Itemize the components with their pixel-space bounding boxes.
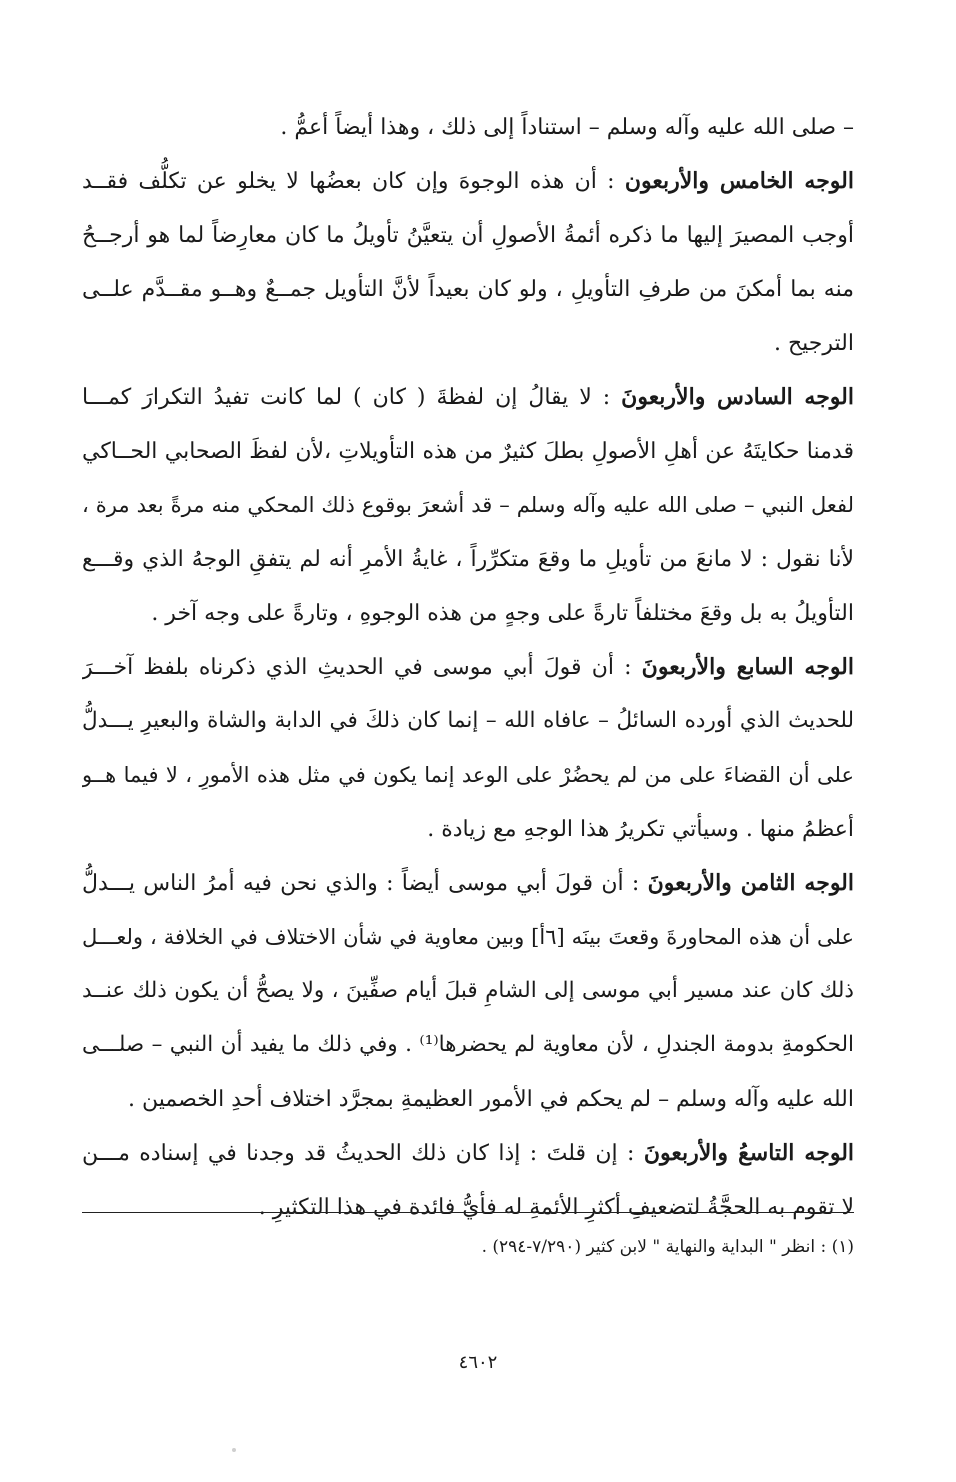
text-line [82,586,854,640]
line-text: على أن هذه المحاورةَ وقعتَ بينَه [٦أ] وبين معاوية في شأن الاختلاف في الخلافة ، ولعـــل [82,925,854,949]
line-text: أعظمُ منها . وسيأتي تكريرُ هذا الوجهِ مع زيادة . [427,817,854,842]
text-line [82,964,854,1018]
text-line [82,1018,854,1072]
text-line [82,208,854,262]
text-line [82,1126,854,1180]
page-number: ٤٦٠٢ [458,1352,498,1373]
scan-speck [232,1448,236,1452]
line-text: قدمنا حكايتَهُ عن أهلِ الأصولِ بطلَ كثيرٌ من هذه التأويلاتِ ،لأن لفظَ الصحابي الحــاكي [82,439,854,464]
text-line [82,694,854,748]
text-line [82,1180,854,1234]
line-text: – صلى الله عليه وآله وسلم – استناداً إلى ذلك ، وهذا أيضاً أعمُّ . [280,115,854,140]
line-text: الترجيح . [773,331,854,356]
line-text: : أن هذه الوجوهَ وإن كان بعضُها لا يخلو عن تكلُّف فقــد [82,169,625,194]
text-line [82,316,854,370]
text-line [82,802,854,856]
text-line [82,262,854,316]
line-text: لفعل النبي – صلى الله عليه وآله وسلم – قد أشعرَ بوقوع ذلك المحكي منه مرةً بعد مرة ، [82,493,854,517]
text-line [82,100,854,154]
section-heading: الوجه السابع والأربعونَ [641,654,854,680]
text-line [82,748,854,802]
text-line [82,856,854,910]
line-text: التأويلُ به بل وقعَ مختلفاً تارةً على وجهٍ من هذه الوجوهِ ، وتارةً على وجه آخر . [151,601,854,626]
line-text: لأنا نقول : لا مانعَ من تأويلِ ما وقعَ متكرِّراً ، غايةُ الأمرِ أنه لم يتفقِ الوجهُ الذي وقـــع [82,547,854,572]
text-line [82,532,854,586]
line-text: ذلك كان عند مسير أبي موسى إلى الشامِ قبلَ أيام صفِّينَ ، ولا يصحُّ أن يكون ذلك عنــد [82,978,854,1003]
section-heading: الوجه السادس والأربعونَ [621,384,854,410]
line-text: : أن قولَ أبي موسى في الحديثِ الذي ذكرناه بلفظ آخـــرَ [82,655,642,680]
section-heading: الوجه الثامن والأربعونَ [647,870,854,896]
footnote-divider [82,1212,854,1213]
text-line [82,154,854,208]
line-text: الله عليه وآله وسلم – لم يحكم في الأمور العظيمةِ بمجرَّد اختلاف أحدِ الخصمين . [128,1087,854,1112]
text-line [82,478,854,532]
line-text: للحديث الذي أورده السائلُ – عافاه الله – إنما كان ذلكَ في الدابة والشاة والبعيرِ يـــدلُّ [82,708,854,733]
line-text: : إن قلتَ : إذا كان ذلك الحديثُ قد وجدنا في إسناده مـــن [82,1141,644,1166]
line-text: : أن قولَ أبي موسى أيضاً : والذي نحن فيه أمرُ الناس يـــدلُّ [82,871,648,896]
text-line [82,910,854,964]
text-line [82,640,854,694]
line-text: لا تقوم به الحجَّةُ لتضعيفِ أكثرِ الأئمةِ له فأيُّ فائدة في هذا التكثيرِ . [258,1195,854,1220]
main-text [82,100,854,1234]
line-text: على أن القضاءَ على من لم يحضُرْ على الوعد إنما يكون في مثل هذه الأمورِ ، لا فيما هــو [82,763,854,787]
footnote: (١) : انظر " البداية والنهاية " لابن كثير (٧/٢٩٠-٢٩٤) . [481,1237,854,1257]
section-heading: الوجه الخامس والأربعون [624,168,854,194]
text-line [82,1072,854,1126]
text-line [82,370,854,424]
section-heading: الوجه التاسعُ والأربعونَ [643,1140,854,1166]
line-text: الحكومةِ بدومة الجندلِ ، لأن معاوية لم يحضرها⁽¹⁾ . وفي ذلك ما يفيد أن النبي – صلـــى [82,1032,854,1057]
line-text: : لا يقالُ إن لفظةَ ( كان ) لما كانت تفيدُ التكرارَ كمـــا [82,385,622,410]
line-text: أوجب المصيرَ إليها ما ذكره أئمةُ الأصولِ أن يتعيَّنُ تأويلُ ما كان معارِضاً لما هو أرجــحُ [82,223,854,248]
line-text: منه بما أمكنَ من طرفِ التأويلِ ، ولو كان بعيداً لأنَّ التأويل جمــعٌ وهــو مقــدَّم علــى [82,277,854,302]
text-line [82,424,854,478]
